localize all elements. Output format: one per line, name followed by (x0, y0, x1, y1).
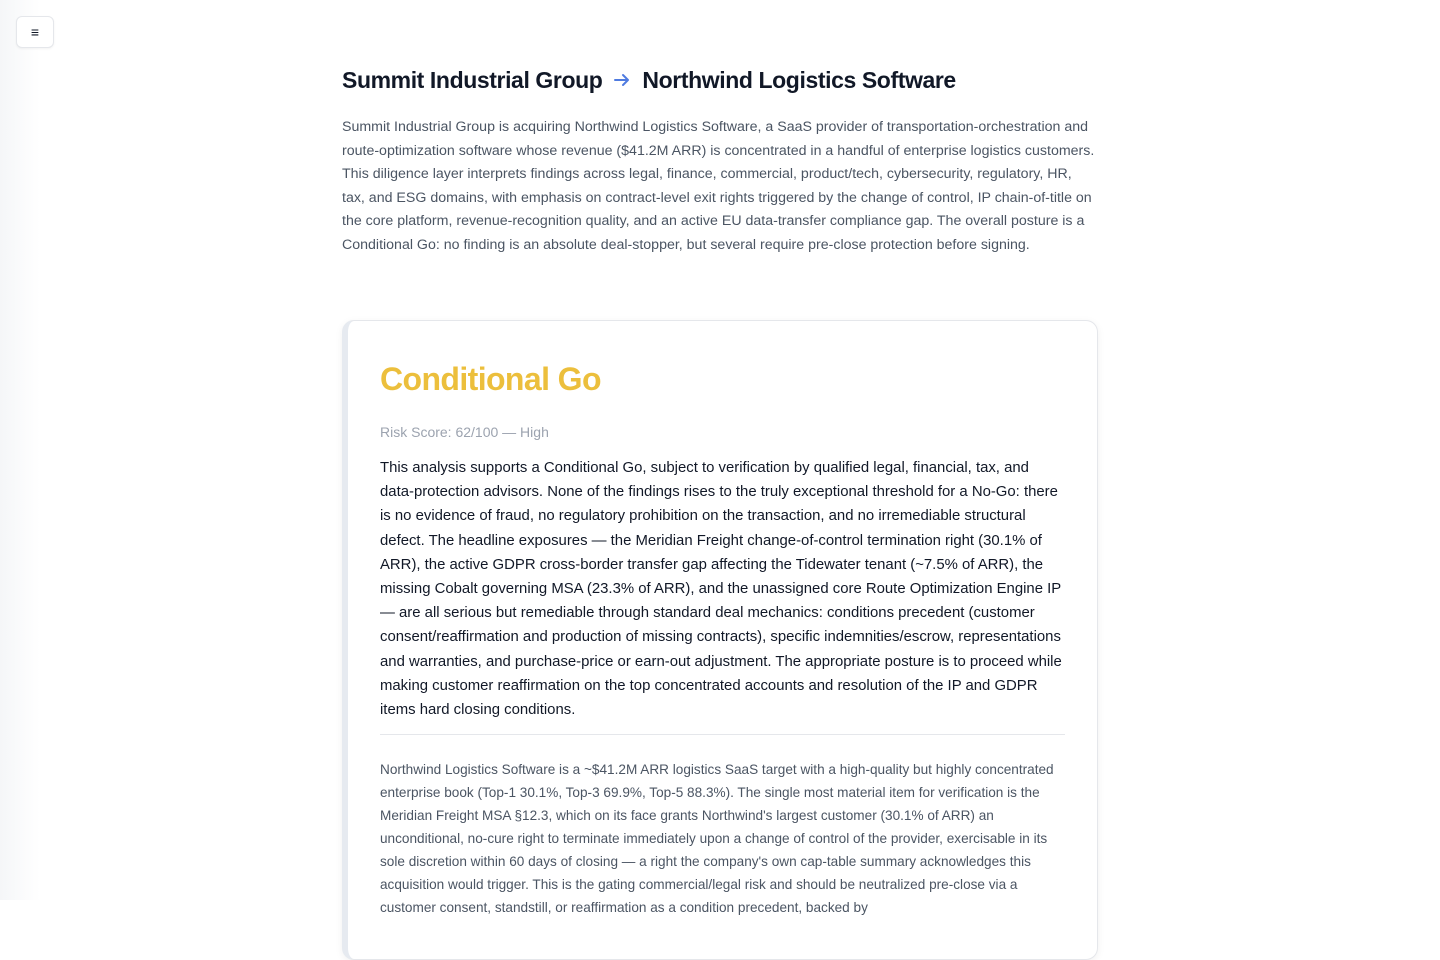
deal-description: Summit Industrial Group is acquiring Northwind Logistics Software, a SaaS provider of transportation-orchestration and route-optimization software whose revenue ($41.2M ARR) is concentrated in a handful of enterprise logistics customers. This diligence layer interprets findings across legal, finance, commercial, product/tech, cybersecurity, regulatory, HR, tax, and ESG domains, with emphasis on contract-level exit rights triggered by the change of control, IP chain-of-title on the core platform, revenue-recognition quality, and an active EU data-transfer compliance gap. The overall posture is a Conditional Go: no finding is an absolute deal-stopper, but several require pre-close protection before signing. (342, 119, 1095, 253)
arrow-right-icon (612, 70, 632, 90)
risk-score: Risk Score: 62/100 — High (380, 424, 549, 440)
hamburger-menu-icon: ≡ (30, 24, 40, 40)
divider (380, 734, 1065, 735)
acquirer-name: Summit Industrial Group (342, 66, 603, 93)
page-title (342, 64, 1098, 96)
verdict-summary: This analysis supports a Conditional Go, subject to verification by qualified legal, financial, tax, and data-protection advisors. None of the findings rises to the truly exceptional threshold for a No-Go: there is no evidence of fraud, no regulatory prohibition on the transaction, and no irremediable structural defect. The headline exposures — the Meridian Freight change-of-control termination right (30.1% of ARR), the active GDPR cross-border transfer gap affecting the Tidewater tenant (~7.5% of ARR), the missing Cobalt governing MSA (23.3% of ARR), and the unassigned core Route Optimization Engine IP — are all serious but remediable through standard deal mechanics: conditions precedent (customer consent/reaffirmation and production of missing contracts), specific indemnities/escrow, representations and warranties, and purchase-price or earn-out adjustment. The appropriate posture is to proceed while making customer reaffirmation on the top concentrated accounts and resolution of the IP and GDPR items hard closing conditions. (380, 460, 1062, 719)
page-gutter (0, 0, 40, 900)
verdict-detail: Northwind Logistics Software is a ~$41.2M ARR logistics SaaS target with a high-quality but highly concentrated enterprise book (Top-1 30.1%, Top-3 69.9%, Top-5 88.3%). The single most material item for verification is the Meridian Freight MSA §12.3, which on its face grants Northwind's largest customer (30.1% of ARR) an unconditional, no-cure right to terminate immediately upon a change of control of the provider, exercisable in its sole discretion within 60 days of closing — a right the company's own cap-table summary acknowledges this acquisition would trigger. This is the gating commercial/legal risk and should be neutralized pre-close via a customer consent, standstill, or reaffirmation as a condition precedent, backed by (380, 762, 1054, 916)
verdict-heading: Conditional Go (380, 361, 601, 397)
verdict-card (342, 320, 1098, 960)
main-content (342, 0, 1098, 916)
target-name: Northwind Logistics Software (642, 66, 956, 93)
menu-button[interactable] (16, 16, 54, 48)
